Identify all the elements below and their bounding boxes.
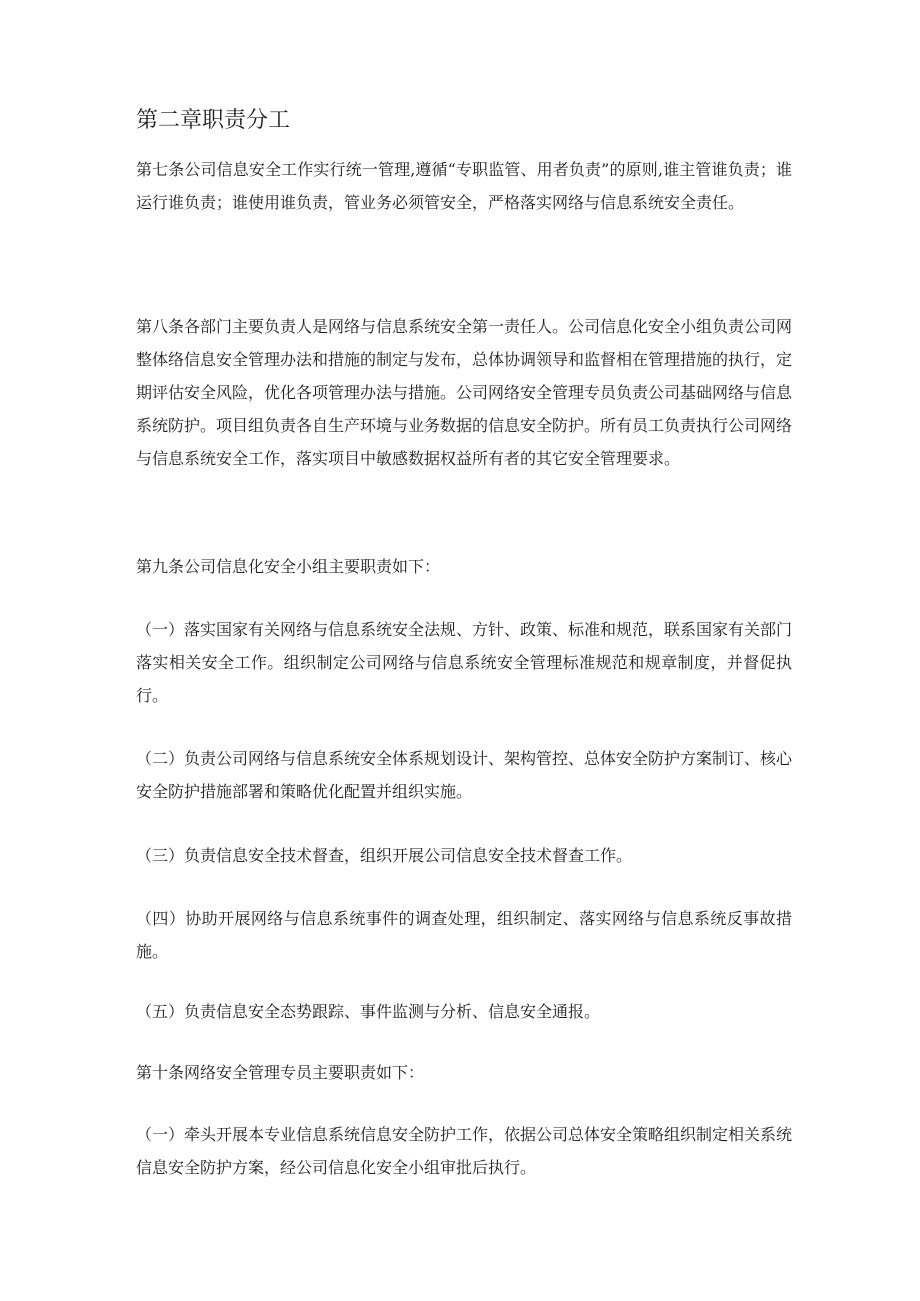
article-8-paragraph: 第八条各部门主要负责人是网络与信息系统安全第一责任人。公司信息化安全小组负责公司网整体络信息安全管理办法和措施的制定与发布，总体协调领导和监督相在管理措施的执行，定期评估安全风险，优化各项管理办法与措施。公司网络安全管理专员负责公司基础网络与信息系统防护。项目组负责各自生产环境与业务数据的信息安全防护。所有员工负责执行公司网络与信息系统安全工作，落实项目中敏感数据权益所有者的其它安全管理要求。 [136,317,793,468]
article-9-item-2: （二）负责公司网络与信息系统安全体系规划设计、架构管控、总体安全防护方案制订、核心安全防护措施部署和策略优化配置并组织实施。 [136,749,793,801]
article-9-item-5: （五）负责信息安全态势跟踪、事件监测与分析、信息安全通报。 [136,1002,601,1021]
article-10-paragraph: 第十条网络安全管理专员主要职责如下： [136,1063,425,1082]
article-9-item-3: （三）负责信息安全技术督查，组织开展公司信息安全技术督查工作。 [136,846,633,865]
article-9-paragraph: 第九条公司信息化安全小组主要职责如下： [136,557,441,576]
chapter-title: 第二章职责分工 [136,108,291,133]
article-9-item-1: （一）落实国家有关网络与信息系统安全法规、方针、政策、标准和规范，联系国家有关部门落实相关安全工作。组织制定公司网络与信息系统安全管理标准规范和规章制度，并督促执行。 [136,620,793,705]
article-7-paragraph: 第七条公司信息安全工作实行统一管理,遵循“专职监管、用者负责”的原则,谁主管谁负责；谁运行谁负责；谁使用谁负责，管业务必须管安全，严格落实网络与信息系统安全责任。 [136,160,792,212]
article-10-item-1: （一）牵头开展本专业信息系统信息安全防护工作，依据公司总体安全策略组织制定相关系统信息安全防护方案，经公司信息化安全小组审批后执行。 [136,1125,793,1177]
article-9-item-4: （四）协助开展网络与信息系统事件的调查处理，组织制定、落实网络与信息系统反事故措施。 [136,909,792,961]
